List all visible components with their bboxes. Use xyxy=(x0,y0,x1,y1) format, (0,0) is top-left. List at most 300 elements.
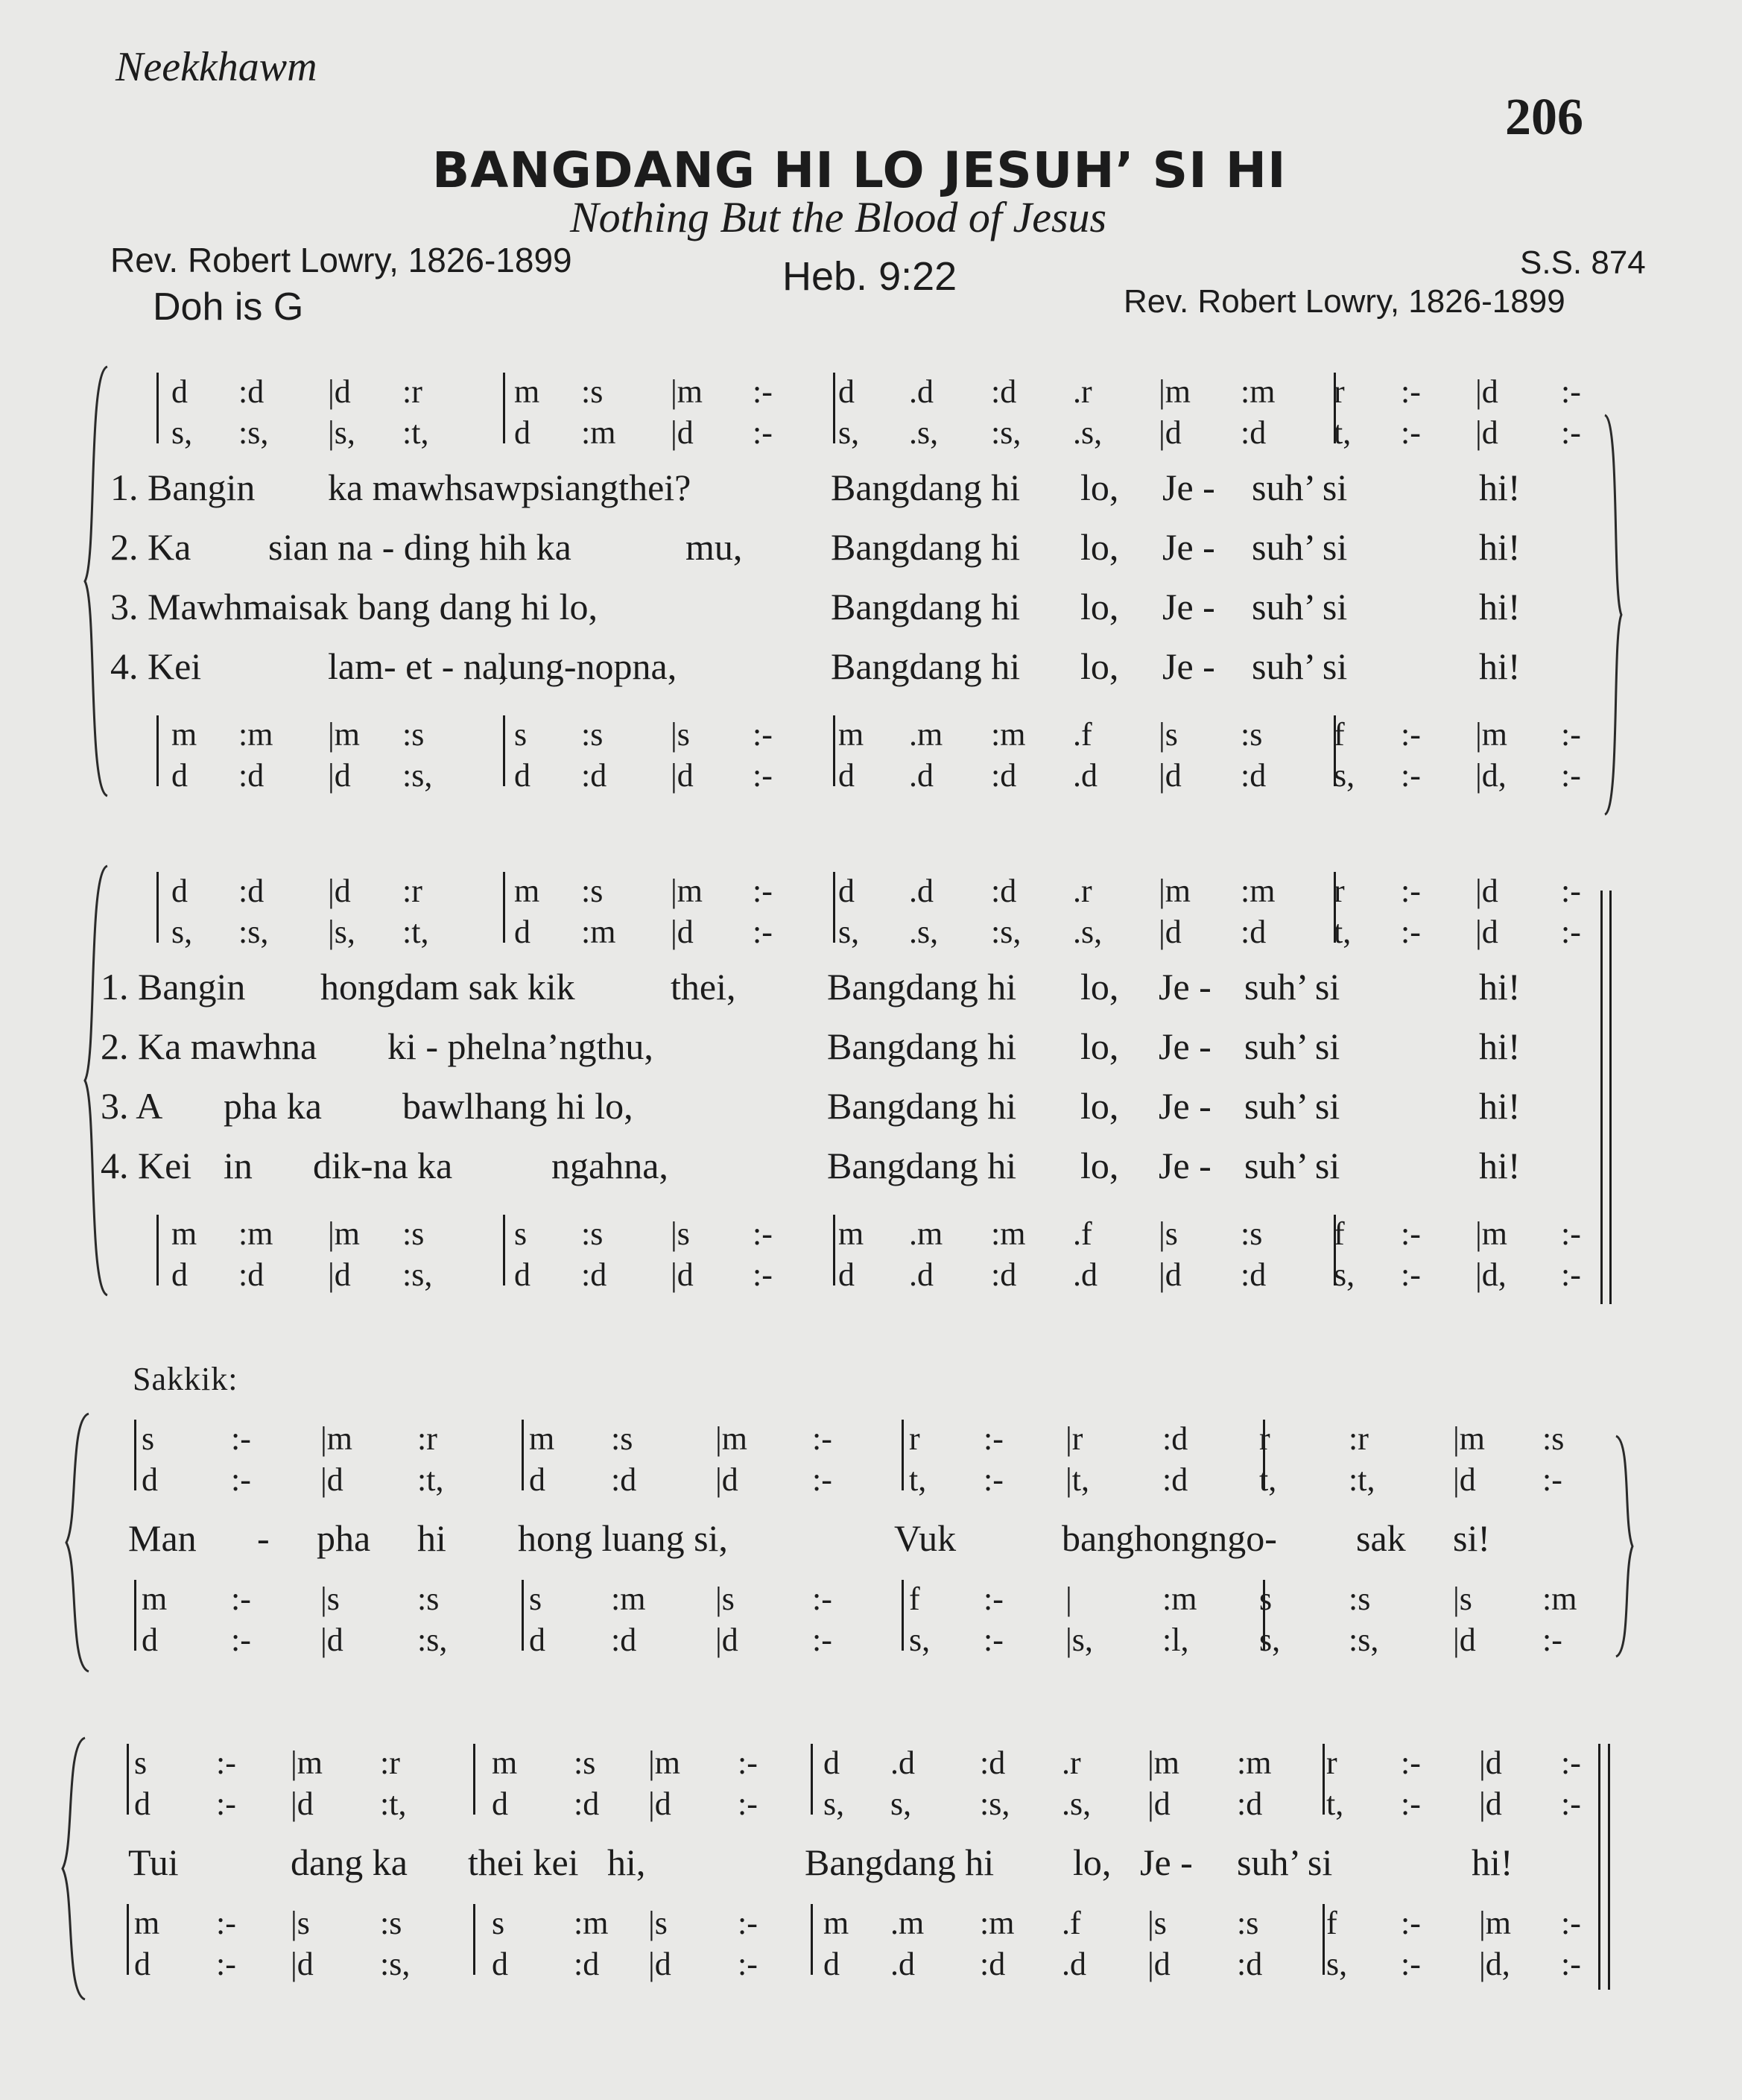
chorus-label: Sakkik: xyxy=(133,1361,238,1397)
solfa-note: |m xyxy=(1147,1745,1180,1781)
solfa-note: |m xyxy=(1159,873,1191,909)
solfa-note: r xyxy=(1259,1420,1270,1457)
solfa-note: |m xyxy=(320,1420,353,1457)
solfa-note: :d xyxy=(611,1461,637,1498)
solfa-note: :s xyxy=(1237,1905,1259,1941)
solfa-note: s, xyxy=(171,414,193,451)
solfa-note: :- xyxy=(1401,1946,1421,1982)
lyric-syllable: si! xyxy=(1453,1517,1490,1559)
solfa-note: :- xyxy=(1401,414,1421,451)
solfa-note: :- xyxy=(1401,1745,1421,1781)
solfa-note: :m xyxy=(1241,373,1276,410)
solfa-note: |d xyxy=(1475,873,1498,909)
solfa-note: |m xyxy=(715,1420,748,1457)
solfa-note: :- xyxy=(753,414,773,451)
solfa-note: :s, xyxy=(238,914,269,950)
solfa-note: .f xyxy=(1073,1215,1092,1252)
solfa-note: d xyxy=(823,1745,840,1781)
lyric-syllable: Je - xyxy=(1162,645,1215,687)
solfa-note: :m xyxy=(581,414,616,451)
solfa-note: s xyxy=(514,1215,528,1252)
solfa-note: :- xyxy=(1561,414,1581,451)
solfa-note: |s xyxy=(715,1581,735,1617)
solfa-note: :m xyxy=(238,716,273,753)
lyric-syllable: lo, xyxy=(1080,645,1119,687)
solfa-note: |m xyxy=(1475,716,1508,753)
lyric-syllable: Bangdang hi xyxy=(831,467,1021,508)
solfa-note: :s xyxy=(402,716,425,753)
hymn-number: 206 xyxy=(1505,89,1583,146)
solfa-note: :s xyxy=(380,1905,402,1941)
solfa-note: :- xyxy=(753,373,773,410)
solfa-note: r xyxy=(1326,1745,1337,1781)
lyricist-credit: Rev. Robert Lowry, 1826-1899 xyxy=(110,241,572,279)
solfa-note: |m xyxy=(291,1745,323,1781)
solfa-note: .f xyxy=(1073,716,1092,753)
lyric-syllable: pha ka xyxy=(224,1085,322,1127)
lyric-syllable: 3. A xyxy=(101,1085,163,1127)
solfa-note: :- xyxy=(753,873,773,909)
solfa-note: :d xyxy=(1241,757,1267,794)
solfa-note: :- xyxy=(812,1420,832,1457)
solfa-note: .m xyxy=(890,1905,925,1941)
lyric-syllable: in xyxy=(224,1145,253,1186)
solfa-note: :d xyxy=(1162,1461,1188,1498)
lyric-syllable: Bangdang hi xyxy=(827,1145,1017,1186)
solfa-note: :- xyxy=(984,1461,1004,1498)
solfa-row xyxy=(0,1945,1742,1982)
solfa-note: |s xyxy=(1147,1905,1167,1941)
solfa-note: :d xyxy=(581,757,607,794)
solfa-note: :- xyxy=(1401,1786,1421,1822)
solfa-note: :s, xyxy=(238,414,269,451)
solfa-note: :m xyxy=(991,716,1026,753)
lyric-syllable: Je - xyxy=(1159,1145,1212,1186)
lyric-syllable: 1. Bangin xyxy=(101,966,246,1008)
solfa-note: :- xyxy=(231,1461,251,1498)
lyric-syllable: ka xyxy=(417,1145,453,1186)
lyric-syllable: suh’ si xyxy=(1244,1025,1340,1067)
solfa-note: .s, xyxy=(1062,1786,1092,1822)
solfa-note: :d xyxy=(980,1745,1006,1781)
solfa-note: |s, xyxy=(328,914,355,950)
solfa-note: :d xyxy=(1237,1786,1263,1822)
lyric-syllable: banghongngo- xyxy=(1062,1517,1277,1559)
lyric-syllable: hi! xyxy=(1479,467,1521,508)
lyric-syllable: - xyxy=(257,1517,270,1559)
solfa-note: :- xyxy=(1401,914,1421,950)
solfa-note: :s xyxy=(581,373,604,410)
solfa-note: :s xyxy=(581,716,604,753)
solfa-note: |d xyxy=(1475,373,1498,410)
lyric-syllable: lo, xyxy=(1080,586,1119,627)
lyric-syllable: sak xyxy=(1356,1517,1406,1559)
lyric-syllable: Je - xyxy=(1140,1841,1193,1883)
solfa-note: |m xyxy=(328,1215,361,1252)
solfa-note: :r xyxy=(380,1745,400,1781)
solfa-note: :- xyxy=(812,1581,832,1617)
lyric-syllable: Vuk xyxy=(894,1517,957,1559)
solfa-note: :s, xyxy=(1349,1622,1379,1658)
source-reference: S.S. 874 xyxy=(1520,244,1646,281)
solfa-note: .d xyxy=(909,1256,934,1293)
solfa-note: |d xyxy=(715,1622,738,1658)
solfa-row xyxy=(0,1461,1742,1498)
solfa-note: :- xyxy=(738,1946,758,1982)
solfa-note: |d xyxy=(1159,414,1182,451)
solfa-note: .m xyxy=(909,1215,943,1252)
solfa-note: :- xyxy=(1561,1905,1581,1941)
solfa-note: :s xyxy=(1349,1581,1371,1617)
solfa-note: :d xyxy=(238,373,265,410)
lyric-syllable: suh’ si xyxy=(1252,645,1348,687)
solfa-note: :- xyxy=(1401,716,1421,753)
solfa-note: |d xyxy=(1159,757,1182,794)
solfa-note: .m xyxy=(909,716,943,753)
solfa-note: :- xyxy=(1401,373,1421,410)
solfa-note: :- xyxy=(1561,1786,1581,1822)
double-bar xyxy=(1609,891,1612,1304)
solfa-note: d xyxy=(529,1461,545,1498)
solfa-note: :s xyxy=(581,873,604,909)
solfa-note: .s, xyxy=(909,914,939,950)
solfa-note: s, xyxy=(823,1786,845,1822)
solfa-note: :t, xyxy=(1349,1461,1375,1498)
solfa-note: d xyxy=(529,1622,545,1658)
solfa-row xyxy=(0,1580,1742,1617)
lyric-syllable: Tui xyxy=(128,1841,179,1883)
lyric-syllable: 4. Kei xyxy=(101,1145,192,1186)
solfa-note: r xyxy=(909,1420,920,1457)
solfa-note: d xyxy=(492,1946,508,1982)
lyric-syllable: Bangdang hi xyxy=(831,645,1021,687)
solfa-row xyxy=(0,1256,1742,1293)
solfa-note: t, xyxy=(1326,1786,1344,1822)
lyric-syllable: lo, xyxy=(1080,1145,1119,1186)
solfa-note: .s, xyxy=(909,414,939,451)
solfa-note: :- xyxy=(738,1745,758,1781)
solfa-note: |d xyxy=(328,1256,351,1293)
lyric-syllable: lo, xyxy=(1080,966,1119,1008)
solfa-row xyxy=(0,373,1742,410)
solfa-note: d xyxy=(134,1786,151,1822)
solfa-note: :- xyxy=(1561,1215,1581,1252)
solfa-note: :s, xyxy=(380,1946,411,1982)
solfa-note: :- xyxy=(753,1215,773,1252)
solfa-note: :- xyxy=(812,1622,832,1658)
lyric-syllable: ka mawhsawpsiangthei? xyxy=(328,467,691,508)
solfa-note: :- xyxy=(216,1745,236,1781)
solfa-note: d xyxy=(514,1256,530,1293)
scripture-reference: Heb. 9:22 xyxy=(782,254,957,299)
solfa-note: s xyxy=(529,1581,542,1617)
solfa-note: |s xyxy=(671,716,690,753)
solfa-row xyxy=(0,872,1742,909)
solfa-note: |d xyxy=(671,914,694,950)
solfa-note: |d, xyxy=(1475,1256,1507,1293)
solfa-note: :m xyxy=(581,914,616,950)
solfa-note: .s, xyxy=(1073,914,1103,950)
solfa-note: :r xyxy=(1349,1420,1369,1457)
lyric-syllable: Bangdang hi xyxy=(827,1085,1017,1127)
solfa-note: d xyxy=(142,1461,158,1498)
solfa-note: |d xyxy=(1479,1745,1502,1781)
solfa-note: m xyxy=(514,373,540,410)
solfa-row xyxy=(0,913,1742,950)
lyric-syllable: hi xyxy=(417,1517,446,1559)
solfa-note: :s, xyxy=(402,757,433,794)
lyric-syllable: thei, xyxy=(671,966,736,1008)
solfa-note: .d xyxy=(909,873,934,909)
solfa-note: |d xyxy=(291,1946,314,1982)
solfa-note: :- xyxy=(1542,1622,1562,1658)
solfa-note: |s, xyxy=(1065,1622,1093,1658)
solfa-note: d xyxy=(514,414,530,451)
solfa-note: |t, xyxy=(1065,1461,1090,1498)
lyric-syllable: suh’ si xyxy=(1244,1145,1340,1186)
solfa-note: :s xyxy=(1241,716,1263,753)
composer-credit: Rev. Robert Lowry, 1826-1899 xyxy=(1124,283,1565,320)
solfa-note: :- xyxy=(812,1461,832,1498)
lyric-syllable: suh’ si xyxy=(1244,1085,1340,1127)
solfa-note: :- xyxy=(1401,1256,1421,1293)
solfa-note: :- xyxy=(753,1256,773,1293)
solfa-note: :- xyxy=(753,757,773,794)
solfa-row xyxy=(0,414,1742,451)
solfa-note: |m xyxy=(1453,1420,1486,1457)
solfa-note: d xyxy=(171,1256,188,1293)
solfa-note: :- xyxy=(231,1581,251,1617)
solfa-note: d xyxy=(171,873,188,909)
solfa-note: |d xyxy=(328,757,351,794)
solfa-note: |s xyxy=(320,1581,340,1617)
lyric-syllable: hi! xyxy=(1479,526,1521,568)
lyric-syllable: bawlhang hi lo, xyxy=(402,1085,633,1127)
lyric-syllable: lo, xyxy=(1080,1025,1119,1067)
solfa-note: r xyxy=(1334,373,1345,410)
key-signature: Doh is G xyxy=(153,285,304,329)
lyric-syllable: Bangdang hi xyxy=(827,1025,1017,1067)
solfa-note: |d xyxy=(671,414,694,451)
solfa-note: f xyxy=(1334,716,1345,753)
solfa-note: |m xyxy=(648,1745,681,1781)
lyric-syllable: lo, xyxy=(1080,526,1119,568)
solfa-note: :- xyxy=(1401,1215,1421,1252)
solfa-note: :s xyxy=(417,1581,440,1617)
solfa-note: m xyxy=(171,716,197,753)
solfa-note: :m xyxy=(1542,1581,1577,1617)
solfa-note: :d xyxy=(991,1256,1017,1293)
solfa-note: :d xyxy=(991,873,1017,909)
solfa-note: :d xyxy=(1241,414,1267,451)
lyric-syllable: hi! xyxy=(1479,586,1521,627)
solfa-note: :t, xyxy=(380,1786,407,1822)
solfa-note: |d xyxy=(1453,1622,1476,1658)
solfa-note: t, xyxy=(909,1461,927,1498)
solfa-note: .d xyxy=(1073,1256,1098,1293)
lyric-syllable: Bangdang hi xyxy=(831,526,1021,568)
solfa-note: :- xyxy=(1561,757,1581,794)
solfa-note: m xyxy=(529,1420,555,1457)
solfa-row xyxy=(0,715,1742,753)
solfa-note: :d xyxy=(1241,1256,1267,1293)
lyric-syllable: hi! xyxy=(1479,1085,1521,1127)
solfa-note: :d xyxy=(1237,1946,1263,1982)
solfa-note: :- xyxy=(738,1905,758,1941)
solfa-note: s, xyxy=(1326,1946,1348,1982)
solfa-note: :t, xyxy=(402,414,429,451)
solfa-note: :d xyxy=(991,757,1017,794)
solfa-note: |d xyxy=(648,1786,671,1822)
solfa-note: f xyxy=(909,1581,920,1617)
lyric-syllable: dang ka xyxy=(291,1841,408,1883)
hymn-title: BANGDANG HI LO JESUH’ SI HI xyxy=(432,142,1287,199)
solfa-note: .s, xyxy=(1073,414,1103,451)
solfa-note: s xyxy=(492,1905,505,1941)
solfa-note: :t, xyxy=(417,1461,444,1498)
solfa-note: r xyxy=(1334,873,1345,909)
solfa-note: :m xyxy=(1237,1745,1272,1781)
solfa-note: :r xyxy=(402,873,422,909)
solfa-note: |r xyxy=(1065,1420,1083,1457)
lyric-syllable: hi! xyxy=(1479,966,1521,1008)
lyric-syllable: hi! xyxy=(1479,1145,1521,1186)
solfa-row xyxy=(0,1215,1742,1252)
lyric-syllable: lo, xyxy=(1073,1841,1112,1883)
solfa-note: :d xyxy=(238,1256,265,1293)
solfa-note: :s, xyxy=(417,1622,448,1658)
solfa-note: :- xyxy=(1401,757,1421,794)
solfa-note: :- xyxy=(216,1905,236,1941)
solfa-row xyxy=(0,1420,1742,1457)
lyric-syllable: Je - xyxy=(1162,586,1215,627)
solfa-note: .r xyxy=(1062,1745,1081,1781)
solfa-note: s, xyxy=(838,914,860,950)
solfa-note: :d xyxy=(611,1622,637,1658)
solfa-note: .d xyxy=(890,1745,915,1781)
lyric-syllable: hi! xyxy=(1479,645,1521,687)
solfa-note: :s, xyxy=(991,914,1022,950)
solfa-note: :d xyxy=(238,757,265,794)
lyric-syllable: Bangdang hi xyxy=(827,966,1017,1008)
lyric-syllable: hi! xyxy=(1479,1025,1521,1067)
solfa-note: d xyxy=(134,1946,151,1982)
hymn-subtitle: Nothing But the Blood of Jesus xyxy=(570,193,1107,241)
solfa-note: |d xyxy=(328,373,351,410)
lyric-syllable: ngahna, xyxy=(551,1145,668,1186)
solfa-note: :- xyxy=(1561,873,1581,909)
solfa-note: |d xyxy=(671,1256,694,1293)
solfa-note: m xyxy=(838,1215,864,1252)
solfa-note: :d xyxy=(581,1256,607,1293)
solfa-note: :m xyxy=(1241,873,1276,909)
solfa-note: :s xyxy=(1542,1420,1565,1457)
solfa-note: |d xyxy=(320,1461,343,1498)
solfa-note: |d, xyxy=(1479,1946,1510,1982)
lyric-syllable: dik-na xyxy=(313,1145,408,1186)
solfa-note: |d xyxy=(1479,1786,1502,1822)
lyric-syllable: 2. Ka mawhna xyxy=(101,1025,317,1067)
lyric-syllable: Je - xyxy=(1162,467,1215,508)
solfa-note: :m xyxy=(238,1215,273,1252)
solfa-note: |d xyxy=(328,873,351,909)
solfa-note: :- xyxy=(984,1420,1004,1457)
solfa-note: :d xyxy=(980,1946,1006,1982)
solfa-note: |d xyxy=(1453,1461,1476,1498)
solfa-note: :d xyxy=(1162,1420,1188,1457)
solfa-note: | xyxy=(1065,1581,1072,1617)
lyric-syllable: suh’ si xyxy=(1237,1841,1333,1883)
solfa-note: d xyxy=(514,757,530,794)
solfa-note: d xyxy=(838,757,855,794)
lyric-syllable: ki - phelna’ngthu, xyxy=(387,1025,653,1067)
solfa-note: :- xyxy=(753,914,773,950)
solfa-note: |d xyxy=(320,1622,343,1658)
solfa-note: f xyxy=(1326,1905,1337,1941)
lyric-syllable: 3. Mawhmaisak bang dang hi lo, xyxy=(110,586,598,627)
lyric-syllable: 4. Kei xyxy=(110,645,202,687)
section-tag: Neekkhawm xyxy=(115,44,317,90)
solfa-note: |d xyxy=(1147,1946,1171,1982)
solfa-note: |d xyxy=(715,1461,738,1498)
solfa-note: s, xyxy=(909,1622,931,1658)
solfa-note: :- xyxy=(738,1786,758,1822)
solfa-note: .r xyxy=(1073,373,1092,410)
lyric-syllable: thei kei xyxy=(468,1841,579,1883)
solfa-note: :- xyxy=(231,1420,251,1457)
solfa-row xyxy=(0,1904,1742,1941)
solfa-note: :d xyxy=(238,873,265,909)
lyric-syllable: lo, xyxy=(1080,467,1119,508)
solfa-note: :- xyxy=(231,1622,251,1658)
solfa-note: :d xyxy=(574,1946,600,1982)
solfa-note: d xyxy=(514,914,530,950)
lyric-syllable: Bangdang hi xyxy=(805,1841,995,1883)
solfa-note: :- xyxy=(1542,1461,1562,1498)
solfa-note: :m xyxy=(1162,1581,1197,1617)
solfa-note: s, xyxy=(838,414,860,451)
solfa-row xyxy=(0,756,1742,794)
solfa-note: |m xyxy=(1475,1215,1508,1252)
solfa-note: :s, xyxy=(980,1786,1010,1822)
solfa-note: :- xyxy=(753,716,773,753)
solfa-note: |s, xyxy=(328,414,355,451)
solfa-note: s xyxy=(514,716,528,753)
lyric-syllable: Je - xyxy=(1159,1085,1212,1127)
solfa-note: |m xyxy=(1479,1905,1512,1941)
double-bar xyxy=(1598,1744,1600,1990)
solfa-note: :l, xyxy=(1162,1622,1189,1658)
solfa-note: s, xyxy=(1334,757,1355,794)
solfa-note: m xyxy=(514,873,540,909)
solfa-note: :s xyxy=(574,1745,596,1781)
lyric-syllable: hi! xyxy=(1472,1841,1513,1883)
solfa-note: :m xyxy=(980,1905,1015,1941)
solfa-note: |d xyxy=(671,757,694,794)
solfa-note: f xyxy=(1334,1215,1345,1252)
solfa-note: |d xyxy=(1475,414,1498,451)
solfa-note: :- xyxy=(1561,716,1581,753)
solfa-note: m xyxy=(134,1905,160,1941)
solfa-note: :t, xyxy=(402,914,429,950)
solfa-note: d xyxy=(492,1786,508,1822)
system-brace-right xyxy=(1602,414,1624,819)
solfa-note: |s xyxy=(648,1905,668,1941)
solfa-note: :m xyxy=(991,1215,1026,1252)
solfa-note: d xyxy=(838,373,855,410)
solfa-note: :r xyxy=(417,1420,437,1457)
solfa-note: t, xyxy=(1259,1461,1277,1498)
